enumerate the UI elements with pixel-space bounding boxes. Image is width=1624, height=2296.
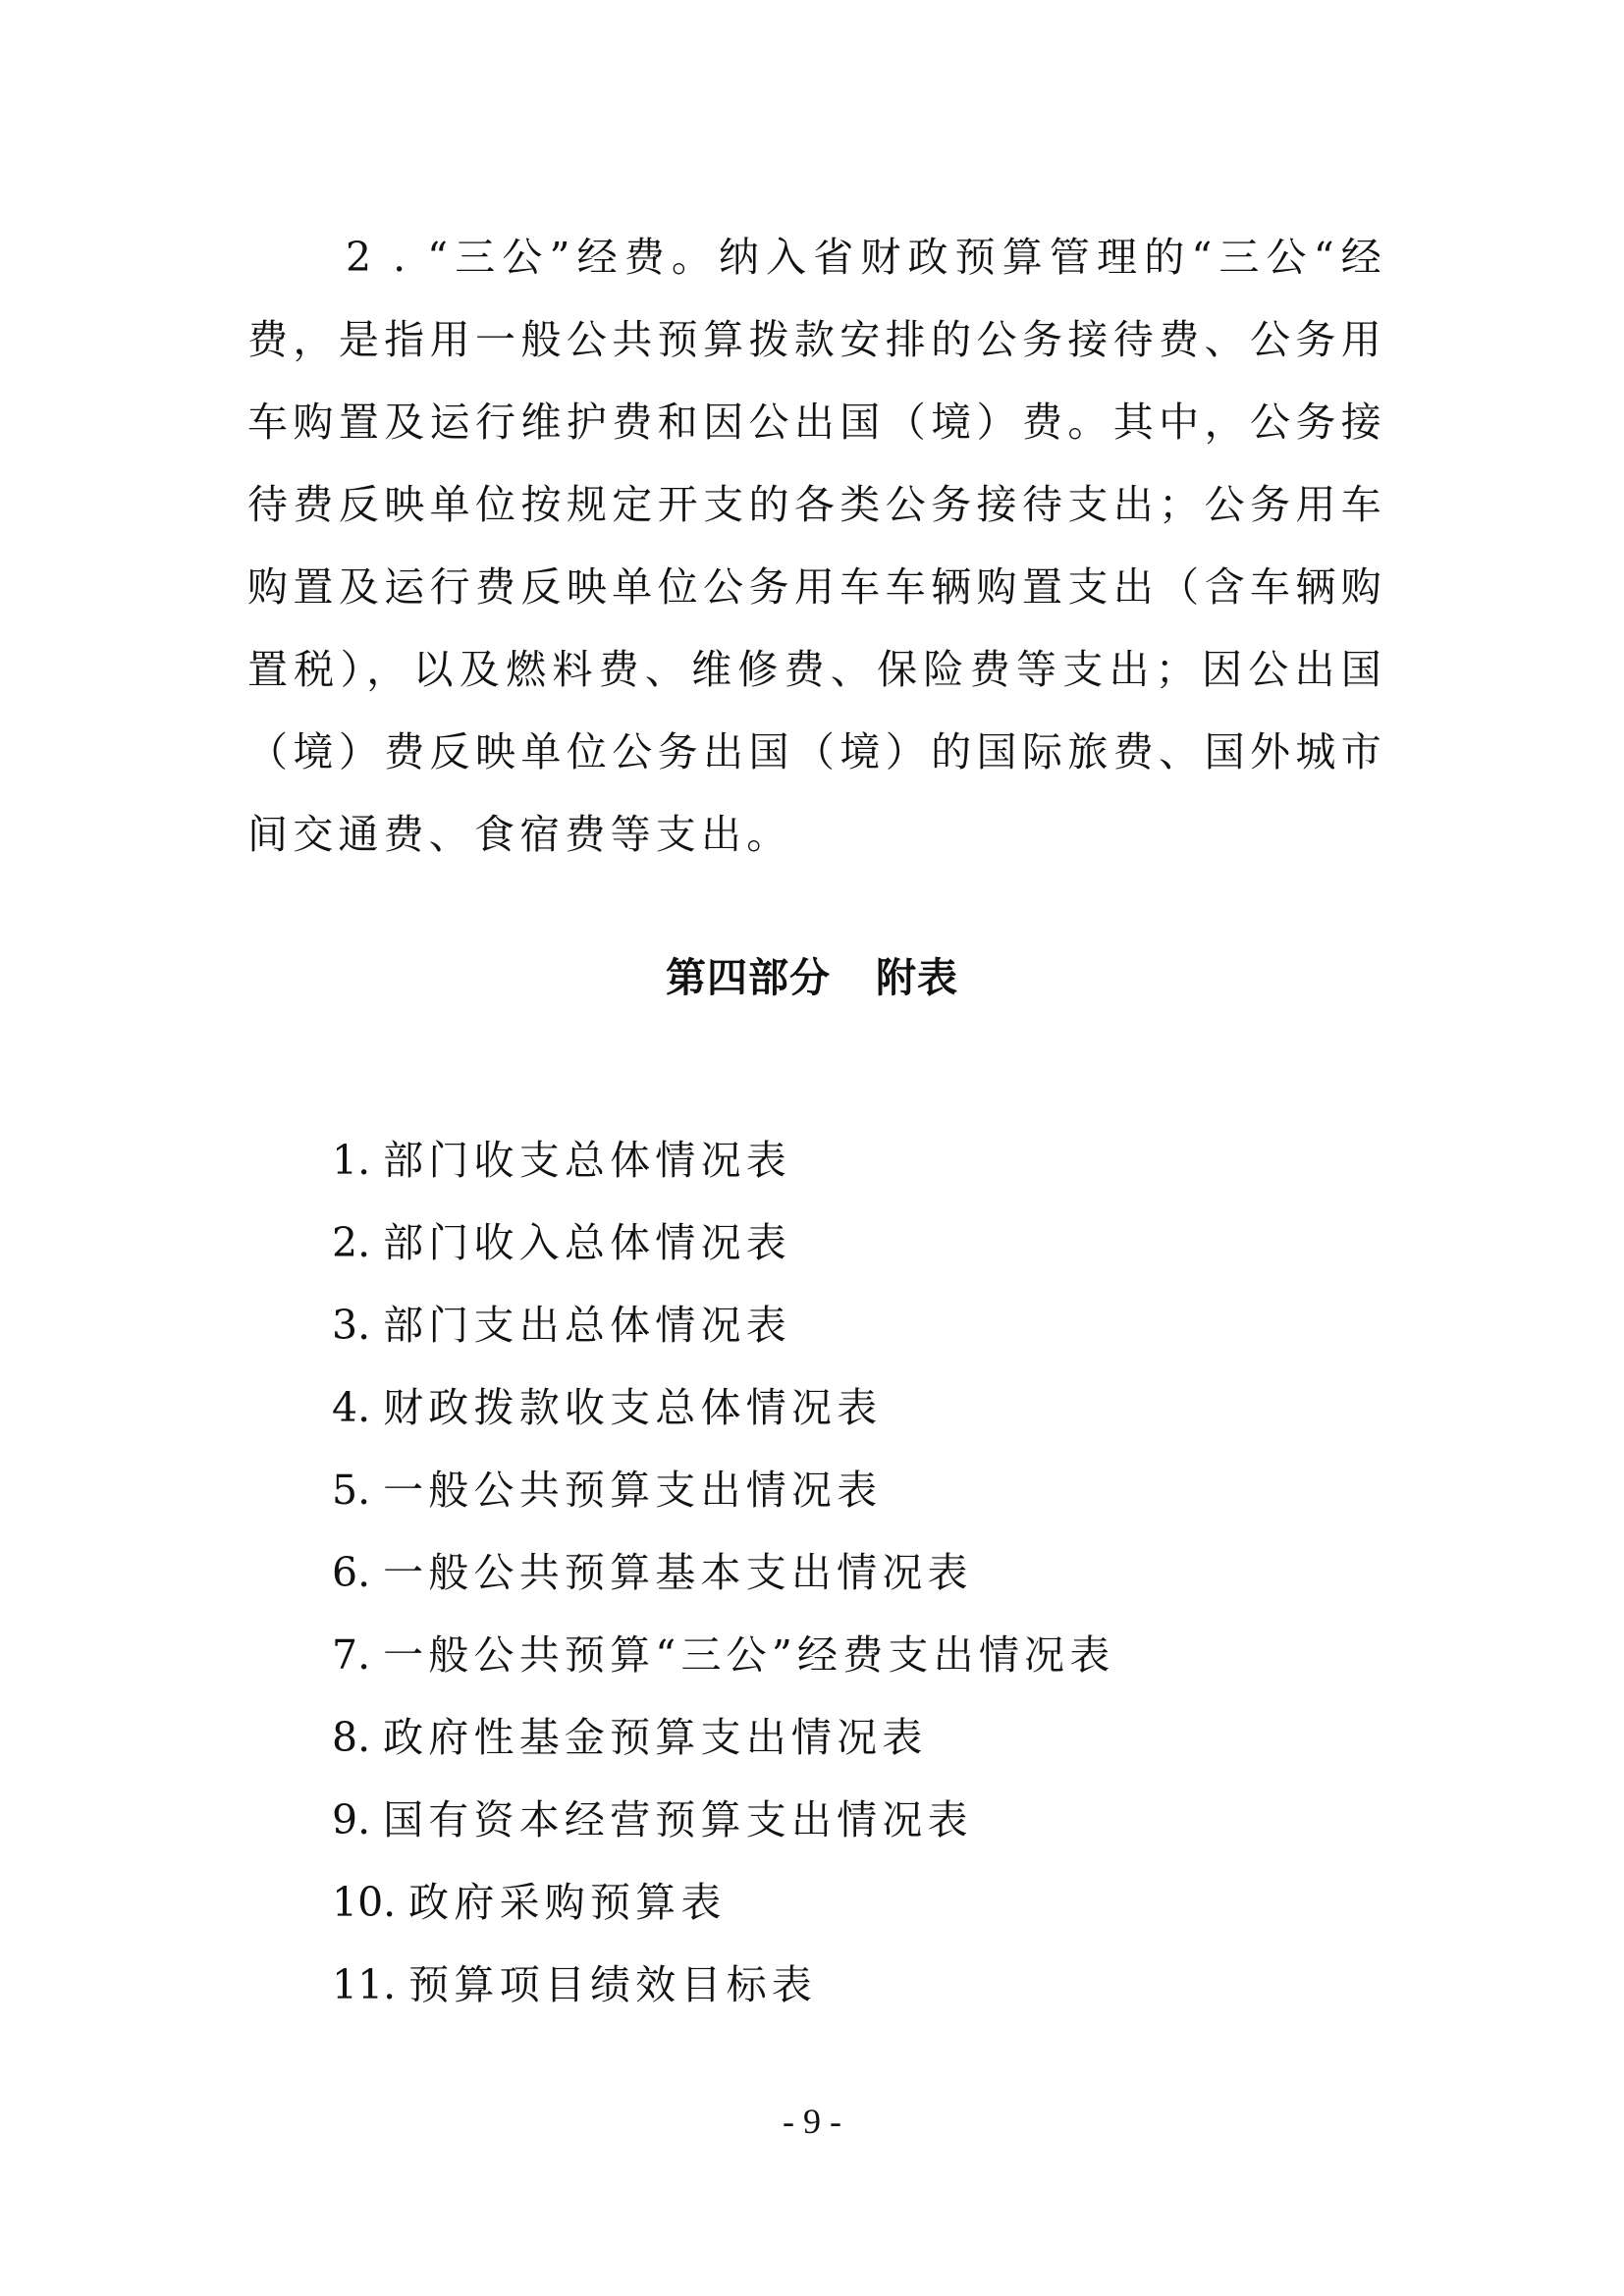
item-number: 5 bbox=[332, 1467, 358, 1514]
list-item: 9. 国有资本经营预算支出情况表 bbox=[332, 1779, 1114, 1861]
appendix-table-list bbox=[332, 1119, 1114, 2026]
paragraph-number: 2. bbox=[346, 234, 428, 281]
item-number: 1 bbox=[332, 1137, 358, 1184]
list-item: 10. 政府采购预算表 bbox=[332, 1861, 1114, 1944]
list-item: 6. 一般公共预算基本支出情况表 bbox=[332, 1531, 1114, 1614]
item-number: 2 bbox=[332, 1219, 358, 1266]
item-label: 部门收入总体情况表 bbox=[383, 1219, 791, 1266]
item-label: 政府采购预算表 bbox=[408, 1879, 727, 1926]
item-label: 财政拨款收支总体情况表 bbox=[383, 1384, 883, 1431]
item-number: 6 bbox=[332, 1549, 358, 1596]
paragraph-text: “三公”经费。纳入省财政预算管理的“三公“经费，是指用一般公共预算拨款安排的公务接待费、公务用车购置及运行维护费和因公出国（境）费。其中，公务接待费反映单位按规定开支的各类公务接待支出；公务用车购置及运行费反映单位公务用车车辆购置支出（含车辆购置税），以及燃料费、维修费、保险费等支出；因公出国（境）费反映单位公务出国（境）的国际旅费、国外城市间交通费、食宿费等支出。 bbox=[247, 234, 1386, 858]
item-number: 7 bbox=[332, 1631, 358, 1679]
list-item: 4. 财政拨款收支总体情况表 bbox=[332, 1366, 1114, 1449]
list-item: 8. 政府性基金预算支出情况表 bbox=[332, 1696, 1114, 1779]
item-label: 部门支出总体情况表 bbox=[383, 1302, 791, 1349]
page-number: - 9 - bbox=[783, 2102, 841, 2141]
item-label: 政府性基金预算支出情况表 bbox=[383, 1714, 928, 1761]
item-number: 8 bbox=[332, 1714, 358, 1761]
list-item: 7. 一般公共预算“三公”经费支出情况表 bbox=[332, 1614, 1114, 1696]
list-item: 2. 部门收入总体情况表 bbox=[332, 1201, 1114, 1284]
item-number: 11 bbox=[332, 1961, 384, 2008]
item-number: 9 bbox=[332, 1796, 358, 1843]
item-label: 国有资本经营预算支出情况表 bbox=[383, 1796, 973, 1843]
list-item: 1. 部门收支总体情况表 bbox=[332, 1119, 1114, 1201]
item-number: 3 bbox=[332, 1302, 358, 1349]
item-label: 预算项目绩效目标表 bbox=[408, 1961, 817, 2008]
item-number: 10 bbox=[332, 1879, 384, 1926]
item-number: 4 bbox=[332, 1384, 358, 1431]
body-paragraph bbox=[247, 216, 1386, 876]
section-part: 第四部分 bbox=[666, 954, 831, 1001]
item-label: 一般公共预算“三公”经费支出情况表 bbox=[383, 1631, 1115, 1679]
list-item: 3. 部门支出总体情况表 bbox=[332, 1284, 1114, 1366]
list-item: 11. 预算项目绩效目标表 bbox=[332, 1944, 1114, 2026]
list-item: 5. 一般公共预算支出情况表 bbox=[332, 1449, 1114, 1531]
item-label: 一般公共预算基本支出情况表 bbox=[383, 1549, 973, 1596]
item-label: 一般公共预算支出情况表 bbox=[383, 1467, 883, 1514]
section-title: 附表 bbox=[876, 954, 958, 1001]
item-label: 部门收支总体情况表 bbox=[383, 1137, 791, 1184]
section-heading bbox=[0, 948, 1624, 1007]
